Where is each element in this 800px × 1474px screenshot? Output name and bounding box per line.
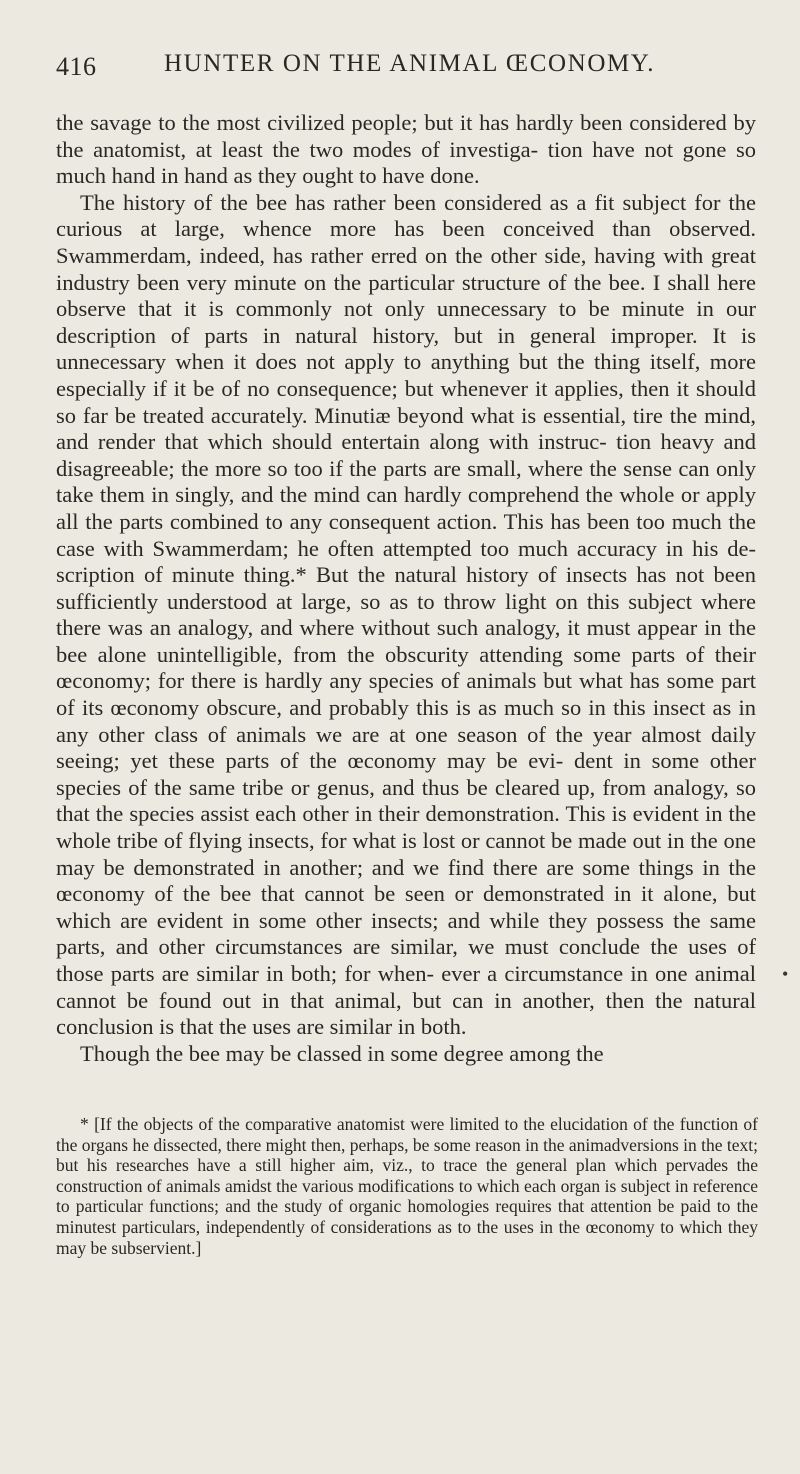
paragraph-continued: the savage to the most civilized people; but it has hardly been considered by the anatomist, at least the two modes of investiga- tion have not gone so much hand in hand as they ought to have done. (56, 110, 756, 189)
running-head (56, 44, 744, 84)
page-number: 416 (56, 52, 97, 81)
margin-mark: • (782, 964, 789, 984)
paragraph-bee-history: The history of the bee has rather been considered as a fit subject for the curious at large, whence more has been conceived than observed. Swammerdam, indeed, has rather erred on the other side, having with great industry been very minute on the particular structure of the bee. I shall here observe that it is commonly not only unnecessary to be minute in our description of parts in natural history, but in general improper. It is unnecessary when it does not apply to anything but the thing itself, more especially if it be of no consequence; but whenever it applies, then it should so far be treated accurately. Minutiæ beyond what is essential, tire the mind, and render that which should entertain along with instruc- tion heavy and disagreeable; the more so too if the parts are small, where the sense can only take them in singly, and the mind can hardly comprehend the whole or apply all the parts combined to any consequent action. This has been too much the case with Swammerdam; he often attempted too much accuracy in his de- scription of minute thing.* But the natural history of insects has not been sufficiently understood at large, so as to throw light on this subject where there was an analogy, and where without such analogy, it must appear in the bee alone unintelligible, from the obscurity attending some parts of their œconomy; for there is hardly any species of animals but what has some part of its œconomy obscure, and probably this is as much so in this insect as in any other class of animals we are at one season of the year almost daily seeing; yet these parts of the œconomy may be evi- dent in some other species of the same tribe or genus, and thus be cleared up, from analogy, so that the species assist each other in their demonstration. This is evident in the whole tribe of flying insects, for what is lost or cannot be made out in the one may be demonstrated in another; and we find there are some things in the œconomy of the bee that cannot be seen or demonstrated in it alone, but which are evident in some other insects; and while they possess the same parts, and other circumstances are similar, we must conclude the uses of those parts are similar in both; for when- ever a circumstance in one animal cannot be found out in that animal, but can in another, then the natural conclusion is that the uses are similar in both. (56, 189, 756, 1040)
body-text (56, 110, 756, 1067)
footnote-text: * [If the objects of the comparative anatomist were limited to the elucidation of the function of the organs he dissected, there might then, perhaps, be some reason in the animadversions in the text; but his researches have a still higher aim, viz., to trace the general plan which pervades the construction of animals amidst the various modifications to which each organ is subject in reference to particular functions; and the study of organic homologies requires that attention be paid to the minutest particulars, independently of considerations as to the uses in the œconomy to which they may be subservient.] (56, 1114, 758, 1258)
footnote (56, 1114, 758, 1258)
running-title: HUNTER ON THE ANIMAL ŒCONOMY. (164, 50, 656, 77)
paragraph-bee-classed: Though the bee may be classed in some degree among the (80, 1040, 604, 1066)
